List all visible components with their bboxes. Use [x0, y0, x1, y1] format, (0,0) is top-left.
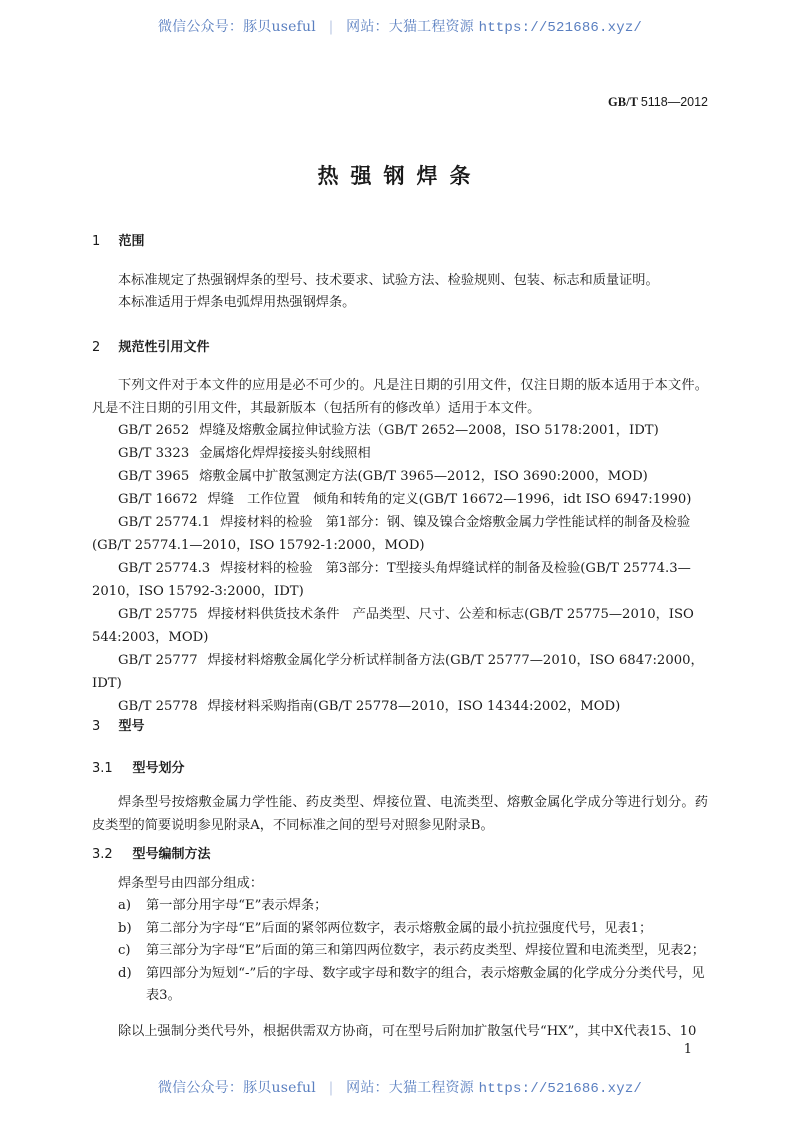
section-title: 型号划分	[132, 761, 185, 776]
section-number: 3	[92, 719, 101, 734]
watermark-separator: |	[328, 1080, 334, 1096]
watermark-bottom	[0, 1077, 800, 1097]
section-number: 2	[92, 340, 101, 355]
reference-item	[92, 420, 708, 443]
reference-title: 焊缝 工作位置 倾角和转角的定义(GB/T 16672—1996，idt ISO 6947:1990)	[207, 492, 692, 507]
reference-item	[92, 443, 708, 466]
section-3-2-intro: 焊条型号由四部分组成：	[118, 876, 264, 891]
standard-number	[608, 95, 708, 110]
list-label: b)	[118, 920, 132, 936]
reference-code: GB/T 3965	[118, 469, 190, 484]
section-title: 型号	[118, 719, 145, 734]
section-number: 3.1	[92, 761, 113, 776]
section-title: 范围	[118, 234, 145, 249]
section-3-1-heading	[92, 757, 185, 776]
reference-code: GB/T 2652	[118, 423, 190, 438]
reference-item	[92, 696, 708, 719]
composition-list	[118, 895, 708, 1008]
watermark-separator: |	[328, 19, 334, 35]
list-label: d)	[118, 965, 132, 981]
section-title: 规范性引用文件	[118, 340, 210, 355]
reference-item	[92, 558, 708, 603]
reference-title: 焊接材料供货技术条件 产品类型、尺寸、公差和标志(GB/T 25775—2010，ISO 544:2003，MOD)	[92, 607, 694, 645]
list-text: 第二部分为字母“E”后面的紧邻两位数字，表示熔敷金属的最小抗拉强度代号，见表1；	[146, 920, 653, 936]
reference-item	[92, 512, 708, 557]
document-title: 热强钢焊条	[317, 164, 483, 188]
reference-title: 焊接材料的检验 第3部分：T型接头角焊缝试样的制备及检验(GB/T 25774.3—2010，ISO 15792-3:2000，IDT)	[92, 561, 691, 599]
reference-item	[92, 604, 708, 649]
page-number: 1	[683, 1042, 692, 1057]
section-1-para-2: 本标准适用于焊条电弧焊用热强钢焊条。	[118, 295, 356, 310]
section-2-heading	[92, 336, 210, 355]
list-item	[118, 963, 708, 1008]
reference-item	[92, 466, 708, 489]
reference-item	[92, 489, 708, 512]
watermark-account: 微信公众号：豚贝useful	[157, 1080, 316, 1096]
list-text: 第一部分用字母“E”表示焊条；	[146, 898, 328, 913]
section-3-heading	[92, 715, 145, 734]
reference-title: 焊缝及熔敷金属拉伸试验方法（GB/T 2652—2008，ISO 5178:2001，IDT)	[199, 423, 659, 438]
list-item	[118, 895, 708, 918]
watermark-site: 网站：大猫工程资源	[346, 19, 474, 35]
reference-title: 金属熔化焊焊接接头射线照相	[199, 446, 371, 461]
reference-code: GB/T 25777	[118, 653, 198, 668]
standard-prefix: GB/T	[608, 95, 638, 109]
section-3-2-closing: 除以上强制分类代号外，根据供需双方协商，可在型号后附加扩散氢代号“HX”，其中X代表15、10	[118, 1024, 697, 1039]
reference-code: GB/T 25774.1	[118, 515, 211, 530]
reference-title: 焊接材料熔敷金属化学分析试样制备方法(GB/T 25777—2010，ISO 6847:2000，IDT)	[92, 653, 704, 691]
reference-title: 焊接材料采购指南(GB/T 25778—2010，ISO 14344:2002，MOD)	[207, 699, 621, 714]
reference-item	[92, 650, 708, 695]
watermark-top	[0, 16, 800, 36]
section-3-1-text: 焊条型号按熔敷金属力学性能、药皮类型、焊接位置、电流类型、熔敷金属化学成分等进行划分。药皮类型的简要说明参见附录A，不同标准之间的型号对照参见附录B。	[92, 795, 708, 833]
standard-code: 5118—2012	[640, 95, 708, 109]
list-label: c)	[118, 943, 131, 958]
reference-title: 熔敷金属中扩散氢测定方法(GB/T 3965—2012，ISO 3690:2000，MOD)	[199, 469, 648, 484]
watermark-url[interactable]: https://521686.xyz/	[478, 20, 643, 36]
reference-code: GB/T 16672	[118, 492, 198, 507]
section-number: 1	[92, 234, 101, 249]
section-2-intro: 下列文件对于本文件的应用是必不可少的。凡是注日期的引用文件，仅注日期的版本适用于本文件。凡是不注日期的引用文件，其最新版本（包括所有的修改单）适用于本文件。	[92, 378, 708, 416]
section-1-para-1: 本标准规定了热强钢焊条的型号、技术要求、试验方法、检验规则、包装、标志和质量证明。	[118, 273, 659, 288]
reference-title: 焊接材料的检验 第1部分：钢、镍及镍合金熔敷金属力学性能试样的制备及检验(GB/T 25774.1—2010，ISO 15792-1:2000，MOD)	[92, 515, 691, 553]
reference-code: GB/T 25775	[118, 607, 198, 622]
watermark-site: 网站：大猫工程资源	[346, 1080, 474, 1096]
list-label: a)	[118, 898, 132, 913]
list-text: 第三部分为字母“E”后面的第三和第四两位数字，表示药皮类型、焊接位置和电流类型，见表2；	[146, 943, 705, 958]
list-text: 第四部分为短划“-”后的字母、数字或字母和数字的组合，表示熔敷金属的化学成分分类代号，见表3。	[146, 965, 705, 1003]
reference-code: GB/T 25774.3	[118, 561, 211, 576]
watermark-account: 微信公众号：豚贝useful	[157, 19, 316, 35]
watermark-url[interactable]: https://521686.xyz/	[478, 1081, 643, 1097]
section-title: 型号编制方法	[132, 847, 211, 862]
section-1-heading	[92, 230, 145, 249]
section-number: 3.2	[92, 847, 113, 862]
list-item	[118, 940, 708, 963]
section-3-2-heading	[92, 843, 211, 862]
reference-code: GB/T 25778	[118, 699, 198, 714]
reference-code: GB/T 3323	[118, 446, 190, 461]
list-item	[118, 918, 708, 941]
